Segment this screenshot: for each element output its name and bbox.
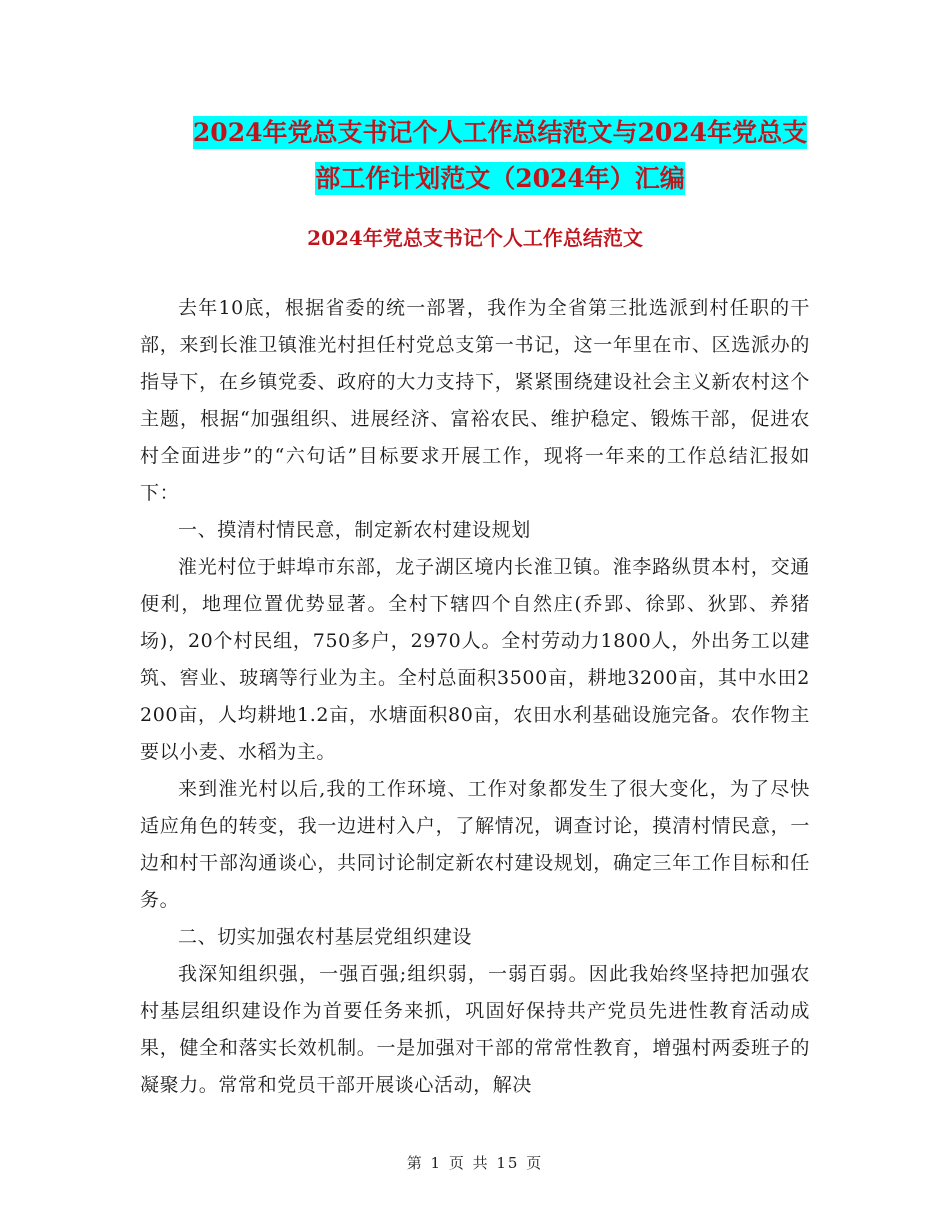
heading-two: 二、切实加强农村基层党组织建设 bbox=[178, 926, 473, 948]
paragraph-adaptation: 来到淮光村以后,我的工作环境、工作对象都发生了很大变化，为了尽快适应角色的转变，我一边进村入户，了解情况，调查讨论，摸清村情民意，一边和村干部沟通谈心，共同讨论制定新农村建设规划，确定三年工作目标和任务。 bbox=[140, 778, 810, 911]
document-title bbox=[140, 110, 860, 202]
heading-one: 一、摸清村情民意，制定新农村建设规划 bbox=[178, 519, 531, 541]
page-number-footer: 第 1 页 共 15 页 bbox=[406, 1154, 544, 1172]
paragraph-village-info: 淮光村位于蚌埠市东部，龙子湖区境内长淮卫镇。淮李路纵贯本村，交通便利，地理位置优势显著。全村下辖四个自然庄(乔郢、徐郢、狄郢、养猪场)，20个村民组，750多户，2970人。全村劳动力1800人，外出务工以建筑、窖业、玻璃等行业为主。全村总面积3500亩，耕地3200亩，其中水田2200亩，人均耕地1.2亩，水塘面积80亩，农田水利基础设施完备。农作物主要以小麦、水稻为主。 bbox=[140, 556, 810, 763]
section-title: 2024年党总支书记个人工作总结范文 bbox=[307, 226, 643, 250]
paragraph-intro: 去年10底，根据省委的统一部署，我作为全省第三批选派到村任职的干部，来到长淮卫镇淮光村担任村党总支第一书记，这一年里在市、区选派办的指导下，在乡镇党委、政府的大力支持下，紧紧围绕建设社会主义新农村这个主题，根据“加强组织、进展经济、富裕农民、维护稳定、锻炼干部，促进农村全面进步”的“六句话”目标要求开展工作，现将一年来的工作总结汇报如下： bbox=[140, 297, 810, 504]
title-line-2: 部工作计划范文（2024年）汇编 bbox=[315, 164, 685, 193]
paragraph-party-building: 我深知组织强，一强百强;组织弱，一弱百弱。因此我始终坚持把加强农村基层组织建设作为首要任务来抓，巩固好保持共产党员先进性教育活动成果，健全和落实长效机制。一是加强对干部的常常性教育，增强村两委班子的凝聚力。常常和党员干部开展谈心活动，解决 bbox=[140, 963, 810, 1096]
document-body bbox=[140, 290, 810, 1104]
title-line-1: 2024年党总支书记个人工作总结范文与2024年党总支 bbox=[192, 118, 808, 147]
